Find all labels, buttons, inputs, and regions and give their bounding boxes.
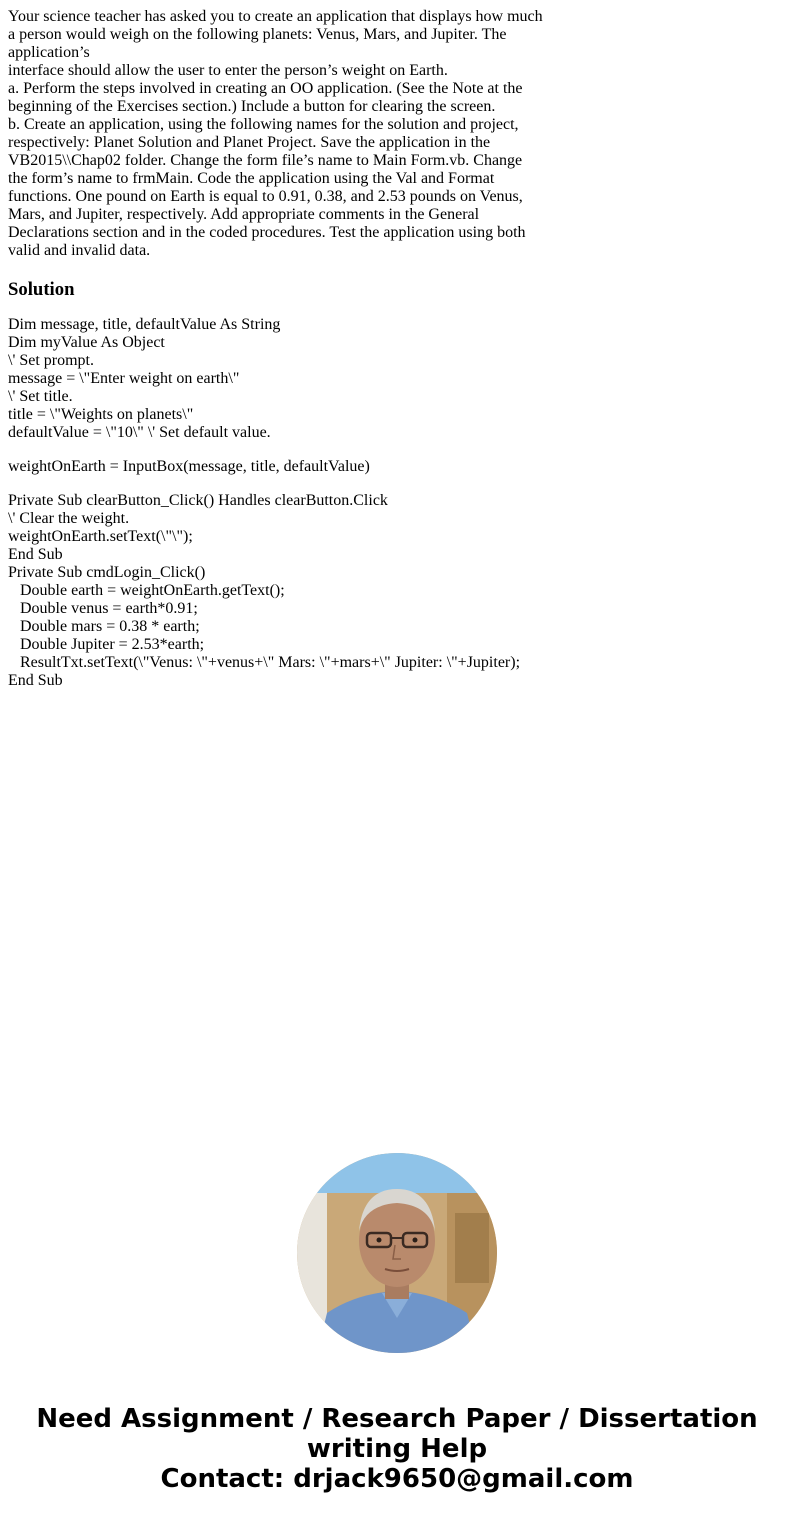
solution-heading: Solution bbox=[8, 279, 75, 300]
code-line: Private Sub cmdLogin_Click() bbox=[8, 564, 206, 581]
code-line: \' Set prompt. bbox=[8, 352, 94, 369]
promo-banner bbox=[0, 1404, 794, 1494]
code-line: title = \"Weights on planets\" bbox=[8, 406, 194, 423]
code-block-procedures bbox=[8, 492, 553, 690]
code-line: Double mars = 0.38 * earth; bbox=[8, 618, 200, 635]
question-text: Your science teacher has asked you to create an application that displays how much a person would weigh on the following planets: Venus, Mars, and Jupiter. The application’s interface should allow the user to enter the person’s weight on Earth. a. Perform the steps involved in creating an OO application. (See the Note at the beginning of the Exercises section.) Include a button for clearing the screen. b. Create an application, using the following names for the solution and project, respectively: Planet Solution and Planet Project. Save the application in the VB2015\\Chap02 folder. Change the form file’s name to Main Form.vb. Change the form’s name to frmMain. Code the application using the Val and Format functions. One pound on Earth is equal to 0.91, 0.38, and 2.53 pounds on Venus, Mars, and Jupiter, respectively. Add appropriate comments in the General Declarations section and in the coded procedures. Test the application using both valid and invalid data. bbox=[8, 8, 543, 259]
promo-line-1: Need Assignment / Research Paper / Dissertation bbox=[36, 1404, 758, 1434]
code-line: ResultTxt.setText(\"Venus: \"+venus+\" Mars: \"+mars+\" Jupiter: \"+Jupiter); bbox=[8, 654, 521, 671]
document-content bbox=[8, 8, 553, 690]
code-line: Dim message, title, defaultValue As String bbox=[8, 316, 281, 333]
code-line: End Sub bbox=[8, 672, 63, 689]
code-line: End Sub bbox=[8, 546, 63, 563]
code-line: Double venus = earth*0.91; bbox=[8, 600, 198, 617]
code-line: \' Clear the weight. bbox=[8, 510, 130, 527]
code-line: Double Jupiter = 2.53*earth; bbox=[8, 636, 205, 653]
author-avatar bbox=[297, 1153, 497, 1353]
code-block-declarations bbox=[8, 316, 553, 442]
code-line: defaultValue = \"10\" \' Set default value. bbox=[8, 424, 271, 441]
code-block-inputbox bbox=[8, 458, 553, 476]
promo-line-2: writing Help bbox=[306, 1434, 488, 1464]
code-line: weightOnEarth.setText(\"\"); bbox=[8, 528, 193, 545]
code-line: weightOnEarth = InputBox(message, title, defaultValue) bbox=[8, 458, 370, 475]
code-line: Dim myValue As Object bbox=[8, 334, 165, 351]
person-portrait-icon bbox=[297, 1153, 497, 1353]
code-line: \' Set title. bbox=[8, 388, 73, 405]
code-line: Private Sub clearButton_Click() Handles clearButton.Click bbox=[8, 492, 388, 509]
code-line: Double earth = weightOnEarth.getText(); bbox=[8, 582, 285, 599]
promo-contact: Contact: drjack9650@gmail.com bbox=[160, 1464, 634, 1494]
code-line: message = \"Enter weight on earth\" bbox=[8, 370, 240, 387]
